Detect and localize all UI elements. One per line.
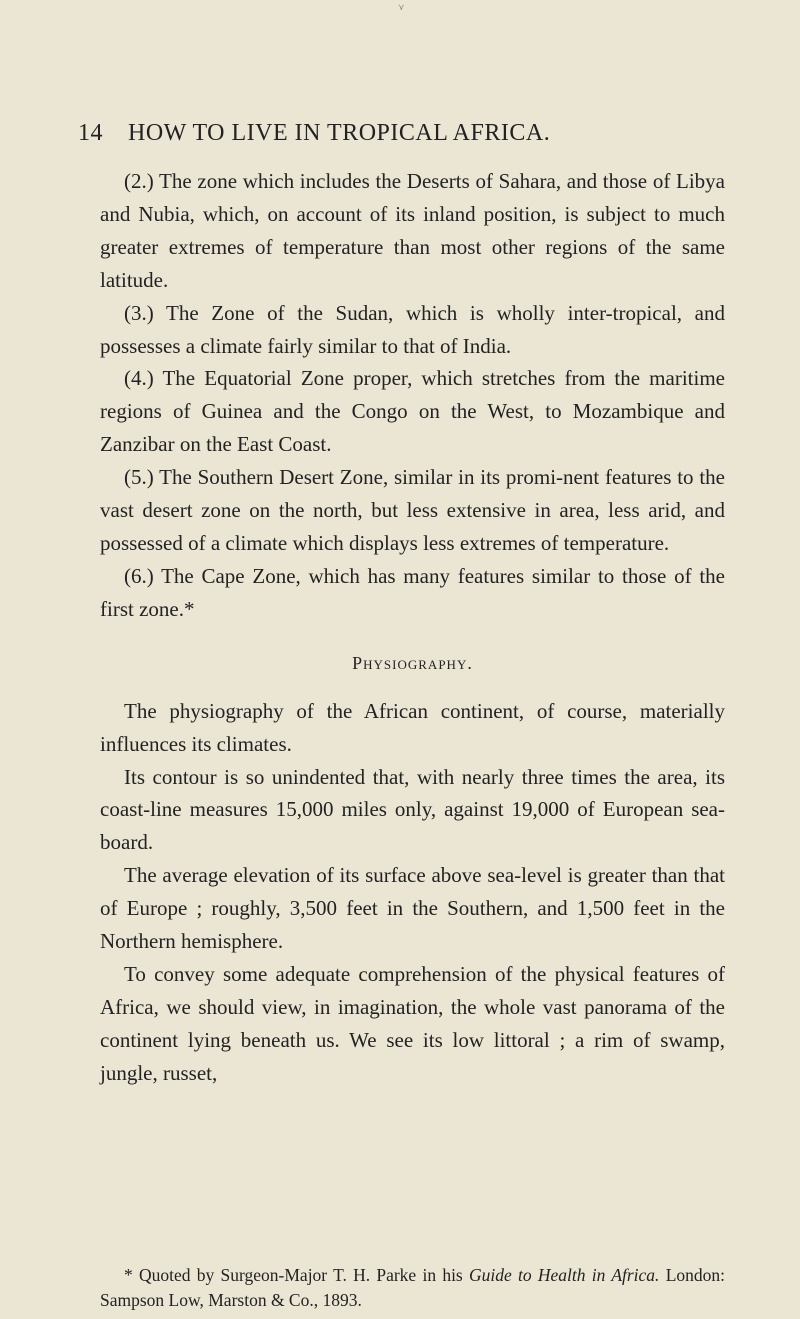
footnote-text-before: * Quoted by Surgeon-Major T. H. Parke in his bbox=[124, 1265, 469, 1285]
section-heading: Physiography. bbox=[352, 652, 473, 673]
library-mark-icon: ⋎ bbox=[398, 2, 405, 12]
paragraph-zone-2: (2.) The zone which includes the Deserts of Sahara, and those of Libya and Nubia, which, on account of its inland position, is subject to much greater extremes of temperature than most other regions of the same latitude. bbox=[100, 169, 725, 292]
paragraph-zone-5: (5.) The Southern Desert Zone, similar in its promi-nent features to the vast desert zone on the north, but less extensive in area, less arid, and possessed of a climate which displays less extremes of temperature. bbox=[100, 465, 725, 555]
page-number: 14 bbox=[78, 120, 103, 146]
footnote-book-title: Guide to Health in Africa. bbox=[469, 1265, 660, 1285]
footnote-text-after: London: Sampson Low, Marston & Co., 1893. bbox=[100, 1265, 725, 1310]
running-title: HOW TO LIVE IN TROPICAL AFRICA. bbox=[128, 120, 551, 146]
paragraph-zone-3: (3.) The Zone of the Sudan, which is wholly inter-tropical, and possesses a climate fairly similar to that of India. bbox=[100, 300, 725, 358]
paragraph-contour: Its contour is so unindented that, with nearly three times the area, its coast-line measures 15,000 miles only, against 19,000 of European sea-board. bbox=[100, 764, 725, 855]
footnote-text bbox=[100, 1263, 725, 1313]
paragraph-zone-4: (4.) The Equatorial Zone proper, which stretches from the maritime regions of Guinea and the Congo on the West, to Mozambique and Zanzibar on the East Coast. bbox=[100, 366, 725, 457]
paragraph-elevation: The average elevation of its surface above sea-level is greater than that of Europe ; roughly, 3,500 feet in the Southern, and 1,500 feet in the Northern hemisphere. bbox=[100, 863, 725, 954]
footnote bbox=[100, 1263, 725, 1313]
paragraph-panorama: To convey some adequate comprehension of the physical features of Africa, we should view, in imagination, the whole vast panorama of the continent lying beneath us. We see its low littoral ; a rim of swamp, jungle, russet, bbox=[100, 961, 725, 1085]
paragraph-zone-6: (6.) The Cape Zone, which has many features similar to those of the first zone.* bbox=[100, 563, 725, 621]
running-head bbox=[78, 120, 728, 150]
body-text bbox=[100, 165, 725, 1090]
paragraph-physiography: The physiography of the African continent, of course, materially influences its climates. bbox=[100, 698, 725, 756]
